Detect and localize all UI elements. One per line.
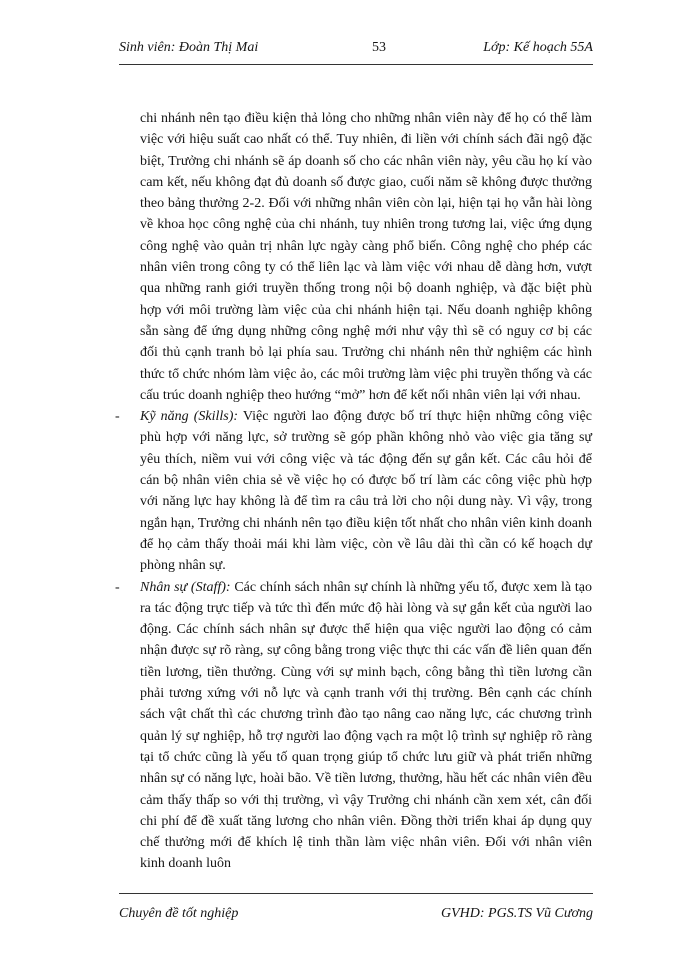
page-header <box>119 40 593 64</box>
footer-supervisor: GVHD: PGS.TS Vũ Cương <box>441 906 593 921</box>
bullet-term: Kỹ năng (Skills): <box>140 409 239 425</box>
header-student-name: Sinh viên: Đoàn Thị Mai <box>119 40 259 55</box>
footer-document-type: Chuyên đề tốt nghiệp <box>119 906 239 921</box>
bullet-marker: - <box>115 409 120 425</box>
bullet-item-staff <box>115 577 592 875</box>
bullet-item-skills <box>115 406 592 576</box>
bullet-text: Việc người lao động được bố trí thực hiện những công việc phù hợp với năng lực, sở trường sẽ góp phần không nhỏ vào việc gia tăng sự yêu thích, niềm vui với công việc và tác động đến sự gắn kết. Các câu hỏi để cán bộ nhân viên chia sẻ về việc họ có được bố trí làm các công việc phù hợp với năng lực hay không là để tìm ra câu trả lời cho nội dung này. Vì vậy, trong ngắn hạn, Trưởng chi nhánh nên tạo điều kiện tốt nhất cho nhân viên kinh doanh để họ cảm thấy thoải mái khi làm việc, còn về lâu dài thì cần có kế hoạch dự phòng nhân sự. <box>140 409 592 574</box>
footer-divider <box>119 893 593 894</box>
bullet-term: Nhân sự (Staff): <box>140 579 231 595</box>
bullet-text: Các chính sách nhân sự chính là những yếu tố, được xem là tạo ra tác động trực tiếp và tức thì đến mức độ hài lòng và sự gắn kết của người lao động. Các chính sách nhân sự được thể hiện qua việc người lao động có cảm nhận được sự rõ ràng, sự công bằng trong việc thực thi các vấn đề liên quan đến tiền lương, tiền thưởng. Cùng với sự minh bạch, công bằng thì tiền lương cần phải tương xứng với nỗ lực và cạnh tranh với thị trường. Bên cạnh các chính sách vật chất thì các chương trình đào tạo nâng cao năng lực, các chương trình quản lý sự nghiệp, hỗ trợ người lao động vạch ra một lộ trình sự nghiệp rõ ràng tại tổ chức cũng là yếu tố quan trọng giúp tổ chức lưu giữ và phát triển những nhân sự có năng lực, hoài bão. Về tiền lương, thưởng, hầu hết các nhân viên đều cảm thấy thấp so với thị trường, vì vậy Trưởng chi nhánh cần xem xét, cân đối chi phí để đề xuất tăng lương cho nhân viên. Đồng thời triển khai áp dụng quy chế thưởng mới để khích lệ tinh thần làm việc nhân viên. Đối với nhân viên kinh doanh luôn <box>140 579 592 872</box>
page-footer <box>119 906 593 926</box>
header-divider <box>119 64 593 65</box>
header-page-number: 53 <box>372 40 386 55</box>
header-class-name: Lớp: Kế hoạch 55A <box>483 40 593 55</box>
page-body <box>115 108 592 875</box>
body-paragraph: chi nhánh nên tạo điều kiện thả lỏng cho những nhân viên này để họ có thể làm việc với hiệu suất cao nhất có thể. Tuy nhiên, đi liền với chính sách đãi ngộ đặc biệt, Trưởng chi nhánh sẽ áp doanh số cho các nhân viên này, yêu cầu họ kí vào cam kết, nếu không đạt đủ doanh số được giao, cuối năm sẽ không được thưởng theo bảng thưởng 2-2. Đối với những nhân viên còn lại, hiện tại họ vẫn hài lòng về khoa học công nghệ của chi nhánh, tuy nhiên trong tương lai, việc ứng dụng công nghệ vào quản trị nhân lực ngày càng phổ biến. Công nghệ cho phép các nhân viên trong công ty có thể liên lạc và làm việc với nhau dễ dàng hơn, vượt qua những ranh giới truyền thống trong nội bộ doanh nghiệp, và đặc biệt phù hợp với môi trường làm việc của chi nhánh hiện tại. Nếu doanh nghiệp không sẵn sàng để ứng dụng những công nghệ mới như vậy thì sẽ có nguy cơ bị các đối thủ cạnh tranh bỏ lại phía sau. Trưởng chi nhánh nên thử nghiệm các hình thức tổ chức nhóm làm việc ảo, các môi trường làm việc phi truyền thống và các cấu trúc doanh nghiệp theo hướng “mở” hơn để kết nối nhân viên lại với nhau. <box>140 111 592 403</box>
bullet-marker: - <box>115 579 120 595</box>
